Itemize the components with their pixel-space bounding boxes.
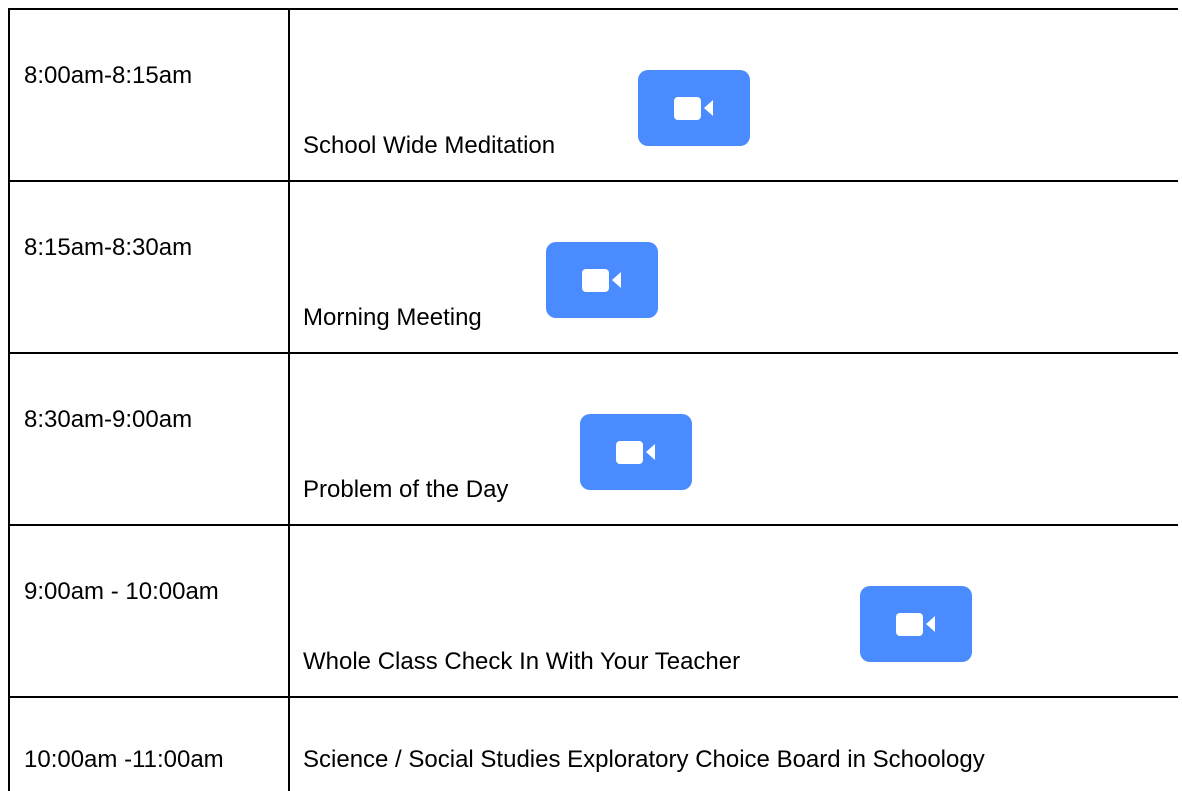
video-camera-icon — [580, 414, 692, 490]
video-camera-icon — [638, 70, 750, 146]
activity-cell — [290, 698, 1178, 791]
activity-cell — [290, 354, 1178, 524]
video-camera-icon — [860, 586, 972, 662]
time-label: 9:00am - 10:00am — [24, 578, 219, 605]
time-cell — [10, 526, 290, 696]
activity-cell — [290, 526, 1178, 696]
schedule-row — [10, 354, 1178, 526]
activity-label: Problem of the Day — [303, 476, 509, 503]
time-label: 8:30am-9:00am — [24, 406, 193, 433]
time-cell — [10, 182, 290, 352]
video-camera-icon — [546, 242, 658, 318]
time-label: 10:00am -11:00am — [24, 746, 224, 773]
schedule-row — [10, 182, 1178, 354]
activity-label: Whole Class Check In With Your Teacher — [303, 648, 741, 675]
join-video-button[interactable] — [638, 70, 750, 146]
activity-label: School Wide Meditation — [303, 132, 556, 159]
schedule-table — [8, 8, 1178, 791]
join-video-button[interactable] — [546, 242, 658, 318]
time-cell — [10, 354, 290, 524]
activity-cell — [290, 182, 1178, 352]
time-label: 8:00am-8:15am — [24, 62, 193, 89]
activity-cell — [290, 10, 1178, 180]
time-cell — [10, 698, 290, 791]
activity-label: Morning Meeting — [303, 304, 482, 331]
schedule-row — [10, 10, 1178, 182]
join-video-button[interactable] — [860, 586, 972, 662]
activity-label: Science / Social Studies Exploratory Choice Board in Schoology — [303, 746, 985, 773]
schedule-row — [10, 526, 1178, 698]
join-video-button[interactable] — [580, 414, 692, 490]
time-label: 8:15am-8:30am — [24, 234, 193, 261]
time-cell — [10, 10, 290, 180]
schedule-row — [10, 698, 1178, 791]
